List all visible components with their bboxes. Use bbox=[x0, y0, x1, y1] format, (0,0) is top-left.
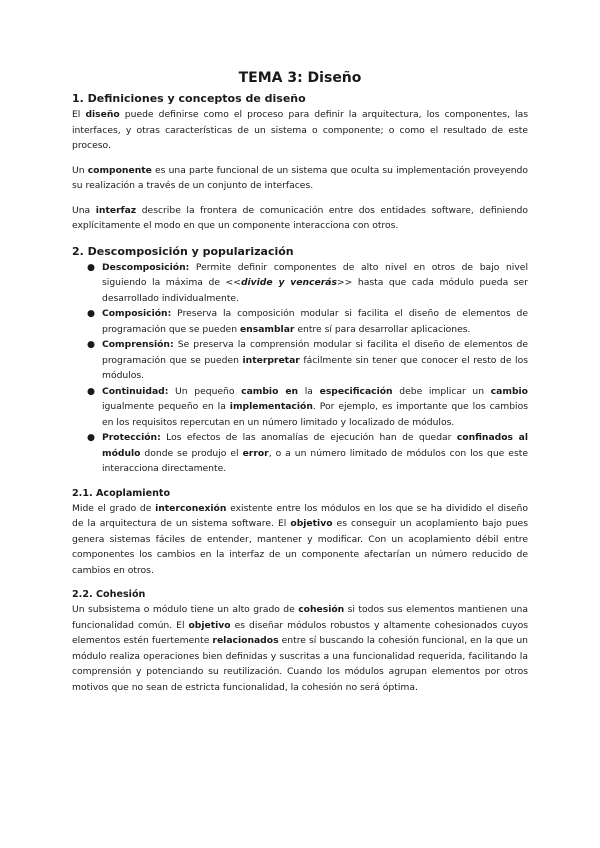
list-item: ● Composición: Preserva la composición modular si facilita el diseño de elementos de programación que se pueden ensamblar entre sí para desarrollar aplicaciones. bbox=[87, 308, 528, 335]
list-item: ● Descomposición: Permite definir componentes de alto nivel en otros de bajo nivel siguiendo la máxima de <<divide y vencerás>> hasta que cada módulo pueda ser desarrollado individualmente. bbox=[87, 261, 528, 304]
list-item: ● Protección: Los efectos de las anomalías de ejecución han de quedar confinados al módulo donde se produjo el error, o a un número limitado de módulos con los que este interacciona directamente. bbox=[87, 432, 528, 474]
section-2-2-heading: 2.2. Cohesión bbox=[72, 589, 146, 600]
bullet-icon: ● bbox=[87, 308, 96, 319]
principles-list bbox=[72, 260, 528, 477]
section-1-heading: 1. Definiciones y conceptos de diseño bbox=[72, 92, 306, 105]
list-item: ● Comprensión: Se preserva la comprensión modular si facilita el diseño de elementos de programación que se pueden interpretar fácilmente sin tener que conocer el resto de los módulos. bbox=[87, 339, 528, 381]
section-2-1-heading: 2.1. Acoplamiento bbox=[72, 487, 171, 499]
bullet-icon: ● bbox=[87, 385, 96, 397]
list-item: ● Continuidad: Un pequeño cambio en la especificación debe implicar un cambio igualmente pequeño en la implementación. Por ejemplo, es importante que los cambios en los requisitos repercutan en un número limitado y localizado de módulos. bbox=[87, 385, 528, 428]
paragraph-cohesion: Un subsistema o módulo tiene un alto grado de cohesión si todos sus elementos mantienen una funcionalidad común. El objetivo es diseñar módulos robustos y altamente cohesionados cuyos elementos estén fuertemente relacionados entre sí buscando la cohesión funcional, en la que un módulo realiza operaciones bien definidas y suscritas a una funcionalidad requerida, facilitando la comprensión y potenciando su reutilización. Cuando los módulos agrupan elementos por otros motivos que no sean de estricta funcionalidad, la cohesión no será óptima. bbox=[72, 604, 528, 693]
page-title: TEMA 3: Diseño bbox=[238, 70, 362, 86]
bullet-icon: ● bbox=[87, 339, 96, 350]
paragraph-interfaz: Una interfaz describe la frontera de comunicación entre dos entidades software, definiendo explícitamente el modo en que un componente interacciona con otros. bbox=[72, 204, 528, 231]
bullet-icon: ● bbox=[87, 261, 96, 273]
bullet-icon: ● bbox=[87, 432, 96, 443]
paragraph-diseno: El diseño puede definirse como el proceso para definir la arquitectura, los componentes, las interfaces, y otras características de un sistema o componente; o como el resultado de este proceso. bbox=[72, 109, 529, 151]
paragraph-acoplamiento: Mide el grado de interconexión existente entre los módulos en los que se ha dividido el diseño de la arquitectura de un sistema software. El objetivo es conseguir un acoplamiento bajo pues genera sistemas fáciles de entender, mantener y modificar. Con un acoplamiento débil entre componentes los cambios en la interfaz de un componente afectarían un número reducido de cambios en otros. bbox=[72, 502, 528, 576]
paragraph-componente: Un componente es una parte funcional de un sistema que oculta su implementación proveyendo su realización a través de un conjunto de interfaces. bbox=[72, 164, 528, 191]
section-2-heading: 2. Descomposición y popularización bbox=[72, 244, 294, 258]
